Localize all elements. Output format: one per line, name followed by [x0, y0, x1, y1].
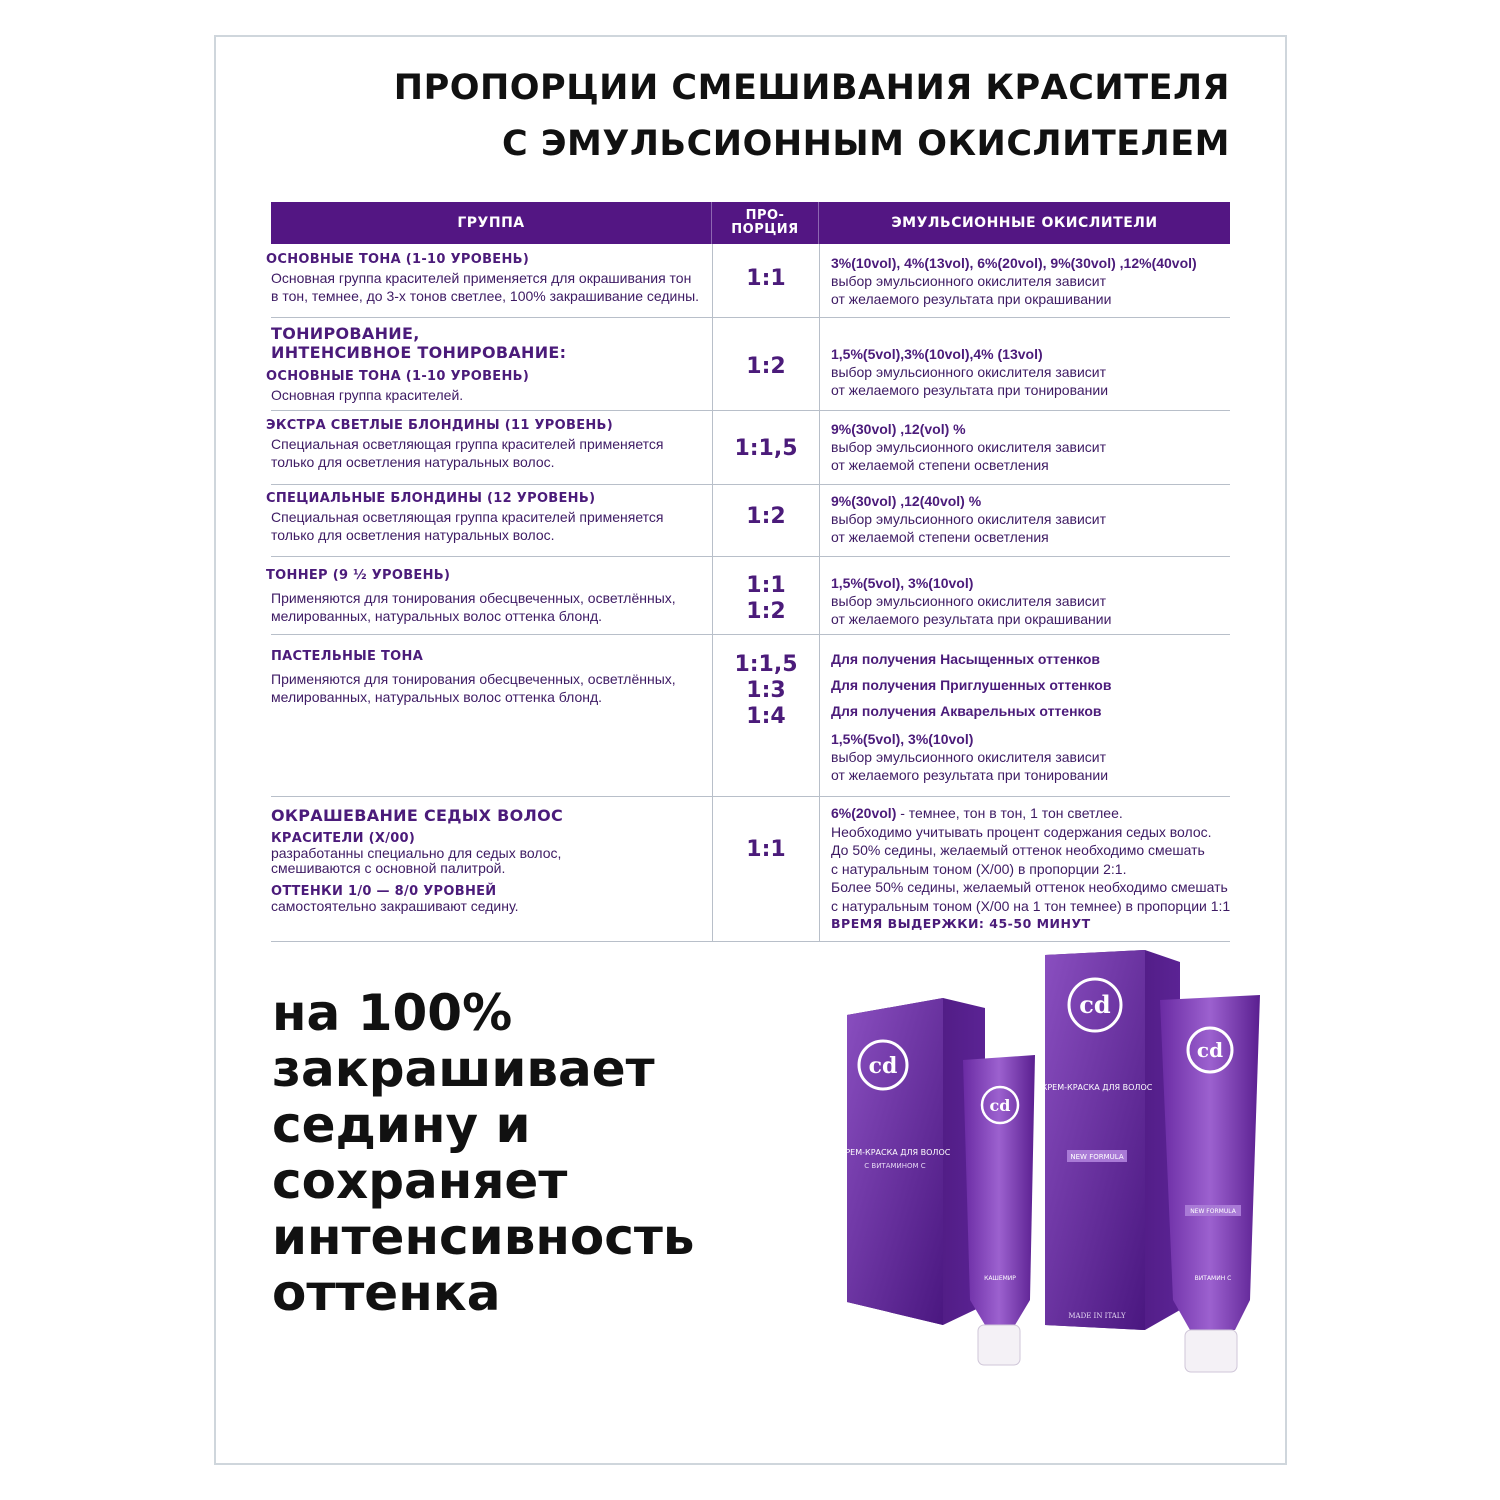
header-oxidizers: ЭМУЛЬСИОННЫЕ ОКИСЛИТЕЛИ: [891, 215, 1158, 231]
oxidizer-info: [831, 345, 1108, 399]
group-title: СПЕЦИАЛЬНЫЕ БЛОНДИНЫ (12 УРОВЕНЬ): [266, 491, 596, 506]
oxidizer-values: 6%(20vol): [831, 805, 897, 821]
desc-line: Применяются для тонирования обесцвеченных, осветлённых,: [271, 671, 676, 687]
header-proportion: [712, 202, 819, 244]
oxidizer-note: выбор эмульсионного окислителя зависит: [831, 749, 1107, 765]
oxidizer-note: выбор эмульсионного окислителя зависит: [831, 364, 1107, 380]
desc-line: в тон, темнее, до 3-х тонов светлее, 100% закрашивание седины.: [271, 288, 700, 304]
oxidizer-note: До 50% седины, желаемый оттенок необходимо смешать: [831, 842, 1205, 858]
group-title: ЭКСТРА СВЕТЛЫЕ БЛОНДИНЫ (11 УРОВЕНЬ): [266, 418, 614, 433]
group-description: самостоятельно закрашивают седину.: [271, 898, 519, 914]
table-row: [266, 324, 566, 404]
slogan-line: на 100%: [272, 984, 513, 1042]
table-row: [266, 491, 663, 544]
oxidizer-values: 9%(30vol) ,12(vol) %: [831, 421, 966, 437]
oxidizer-values: 3%(10vol), 4%(13vol), 6%(20vol), 9%(30vol) ,12%(40vol): [831, 255, 1197, 271]
group-title: ОКРАШЕВАНИЕ СЕДЫХ ВОЛОС: [271, 806, 564, 825]
oxidizer-note: Более 50% седины, желаемый оттенок необходимо смешать: [831, 879, 1228, 895]
page-title-line-2: С ЭМУЛЬСИОННЫМ ОКИСЛИТЕЛЕМ: [501, 124, 1230, 164]
desc-line: только для осветления натуральных волос.: [271, 527, 555, 543]
group-description: [271, 589, 676, 625]
row-divider: [271, 484, 1230, 485]
oxidizer-option: Для получения Приглушенных оттенков: [831, 677, 1112, 693]
table-row: [266, 568, 676, 625]
svg-text:cd: cd: [868, 1053, 898, 1079]
table-row: [271, 806, 563, 914]
exposure-time: ВРЕМЯ ВЫДЕРЖКИ: 45-50 МИНУТ: [831, 916, 1091, 931]
desc-line: Применяются для тонирования обесцвеченных, осветлённых,: [271, 590, 676, 606]
oxidizer-option: Для получения Акварельных оттенков: [831, 703, 1102, 719]
ratio-value: 1:4: [746, 704, 786, 729]
product-box-center: [1042, 950, 1180, 1330]
table-row: [271, 649, 676, 706]
page-title-line-1: ПРОПОРЦИИ СМЕШИВАНИЯ КРАСИТЕЛЯ: [393, 68, 1230, 108]
row-divider: [271, 796, 1230, 797]
oxidizer-option: Для получения Насыщенных оттенков: [831, 651, 1101, 667]
ingredient-label: ВИТАМИН С: [1194, 1275, 1232, 1282]
svg-text:cd: cd: [1196, 1038, 1224, 1062]
slogan-line: седину и: [272, 1096, 531, 1154]
ratio: [713, 573, 819, 625]
slogan-line: оттенка: [272, 1264, 501, 1322]
oxidizer-note: от желаемого результата при окрашивании: [831, 611, 1112, 627]
svg-text:cd: cd: [1079, 990, 1111, 1019]
ratio: 1:1,5: [734, 436, 798, 461]
box-label: КРЕМ-КРАСКА ДЛЯ ВОЛОС: [839, 1148, 951, 1157]
desc-line: смешиваются с основной палитрой.: [271, 860, 506, 876]
group-title: ТОНИРОВАНИЕ,: [271, 324, 420, 343]
slogan-line: закрашивает: [272, 1040, 655, 1098]
oxidizer-info: [831, 492, 1106, 546]
desc-line: мелированных, натуральных волос оттенка блонд.: [271, 689, 603, 705]
header-group: ГРУППА: [271, 202, 712, 244]
oxidizer-note: выбор эмульсионного окислителя зависит: [831, 593, 1107, 609]
oxidizer-info: [831, 650, 1111, 784]
slogan: [272, 985, 694, 1321]
product-tube-right: [1160, 995, 1260, 1372]
column-divider: [819, 244, 820, 941]
box-sublabel: С ВИТАМИНОМ С: [864, 1162, 926, 1170]
group-title: ПАСТЕЛЬНЫЕ ТОНА: [271, 649, 424, 664]
oxidizer-note: от желаемого результата при окрашивании: [831, 291, 1112, 307]
made-in-label: MADE IN ITALY: [1068, 1312, 1126, 1320]
desc-line: только для осветления натуральных волос.: [271, 454, 555, 470]
desc-line: Специальная осветляющая группа красителей применяется: [271, 509, 664, 525]
desc-line: мелированных, натуральных волос оттенка блонд.: [271, 608, 603, 624]
oxidizer-note: от желаемого результата при тонировании: [831, 382, 1109, 398]
header-proportion-line-2: ПОРЦИЯ: [731, 222, 799, 237]
ratio: 1:2: [746, 504, 786, 529]
group-description: [271, 269, 699, 305]
ratio-value: 1:2: [746, 599, 786, 624]
oxidizer-values: 1,5%(5vol),3%(10vol),4% (13vol): [831, 346, 1043, 362]
row-divider: [271, 634, 1230, 635]
group-description: [271, 670, 676, 706]
desc-line: разработанны специально для седых волос,: [271, 845, 562, 861]
oxidizer-note: Необходимо учитывать процент содержания седых волос.: [831, 823, 1212, 840]
ratio: 1:2: [746, 354, 786, 379]
slogan-line: сохраняет: [272, 1152, 568, 1210]
oxidizer-note: от желаемого результата при тонировании: [831, 767, 1109, 783]
ratio-value: 1:3: [746, 678, 786, 703]
table-row: [266, 418, 663, 471]
oxidizer-values: 1,5%(5vol), 3%(10vol): [831, 575, 974, 591]
group-title: ИНТЕНСИВНОЕ ТОНИРОВАНИЕ:: [271, 343, 567, 362]
oxidizer-info: [831, 574, 1111, 628]
ratio: 1:1: [746, 266, 786, 291]
ingredient-label: КАШЕМИР: [984, 1275, 1016, 1282]
oxidizer-note: от желаемой степени осветления: [831, 529, 1049, 545]
group-subtitle: ОТТЕНКИ 1/0 — 8/0 УРОВНЕЙ: [271, 884, 497, 899]
oxidizer-note: выбор эмульсионного окислителя зависит: [831, 273, 1107, 289]
group-subtitle: КРАСИТЕЛИ (Х/00): [271, 831, 416, 846]
desc-line: Основная группа красителей применяется для окрашивания тон: [271, 270, 692, 286]
row-divider: [271, 556, 1230, 557]
oxidizer-note: выбор эмульсионного окислителя зависит: [831, 511, 1107, 527]
new-formula-badge: NEW FORMULA: [1190, 1208, 1236, 1215]
desc-line: Специальная осветляющая группа красителей применяется: [271, 436, 664, 452]
group-subtitle: ОСНОВНЫЕ ТОНА (1-10 УРОВЕНЬ): [266, 369, 530, 384]
svg-text:cd: cd: [989, 1096, 1011, 1115]
group-description: [271, 508, 663, 544]
product-image: [835, 940, 1275, 1380]
group-description: [271, 846, 563, 876]
header-proportion-line-1: ПРО-: [745, 208, 785, 223]
oxidizer-info: [831, 804, 1230, 934]
oxidizer-values: 1,5%(5vol), 3%(10vol): [831, 731, 974, 747]
oxidizer-note: с натуральным тоном (Х/00) в пропорции 2:1.: [831, 860, 1127, 877]
table-header: [271, 202, 1230, 244]
product-box-left: [840, 998, 985, 1325]
ratio: 1:1: [746, 837, 786, 862]
oxidizer-note: - темнее, тон в тон, 1 тон светлее.: [896, 805, 1123, 821]
oxidizer-values: 9%(30vol) ,12(40vol) %: [831, 493, 982, 509]
group-title: ТОННЕР (9 ½ УРОВЕНЬ): [266, 568, 451, 583]
group-title: ОСНОВНЫЕ ТОНА (1-10 УРОВЕНЬ): [266, 252, 530, 267]
slogan-line: интенсивность: [272, 1208, 695, 1266]
oxidizer-note: выбор эмульсионного окислителя зависит: [831, 439, 1107, 455]
ratio-value: 1:1: [746, 573, 786, 598]
row-divider: [271, 317, 1230, 318]
oxidizer-note: с натуральным тоном (Х/00 на 1 тон темнее) в пропорции 1:1: [831, 897, 1231, 914]
new-formula-badge: NEW FORMULA: [1070, 1153, 1124, 1161]
box-label: КРЕМ-КРАСКА ДЛЯ ВОЛОС: [1041, 1083, 1153, 1092]
ratio: [713, 652, 819, 730]
table-row: [266, 252, 699, 305]
ratio-value: 1:1,5: [734, 652, 798, 677]
group-description: [271, 435, 663, 471]
oxidizer-info: [831, 254, 1197, 308]
oxidizer-note: от желаемой степени осветления: [831, 457, 1049, 473]
row-divider: [271, 410, 1230, 411]
oxidizer-info: [831, 420, 1106, 474]
product-tube-small: [963, 1055, 1035, 1365]
group-description: Основная группа красителей.: [271, 387, 464, 403]
